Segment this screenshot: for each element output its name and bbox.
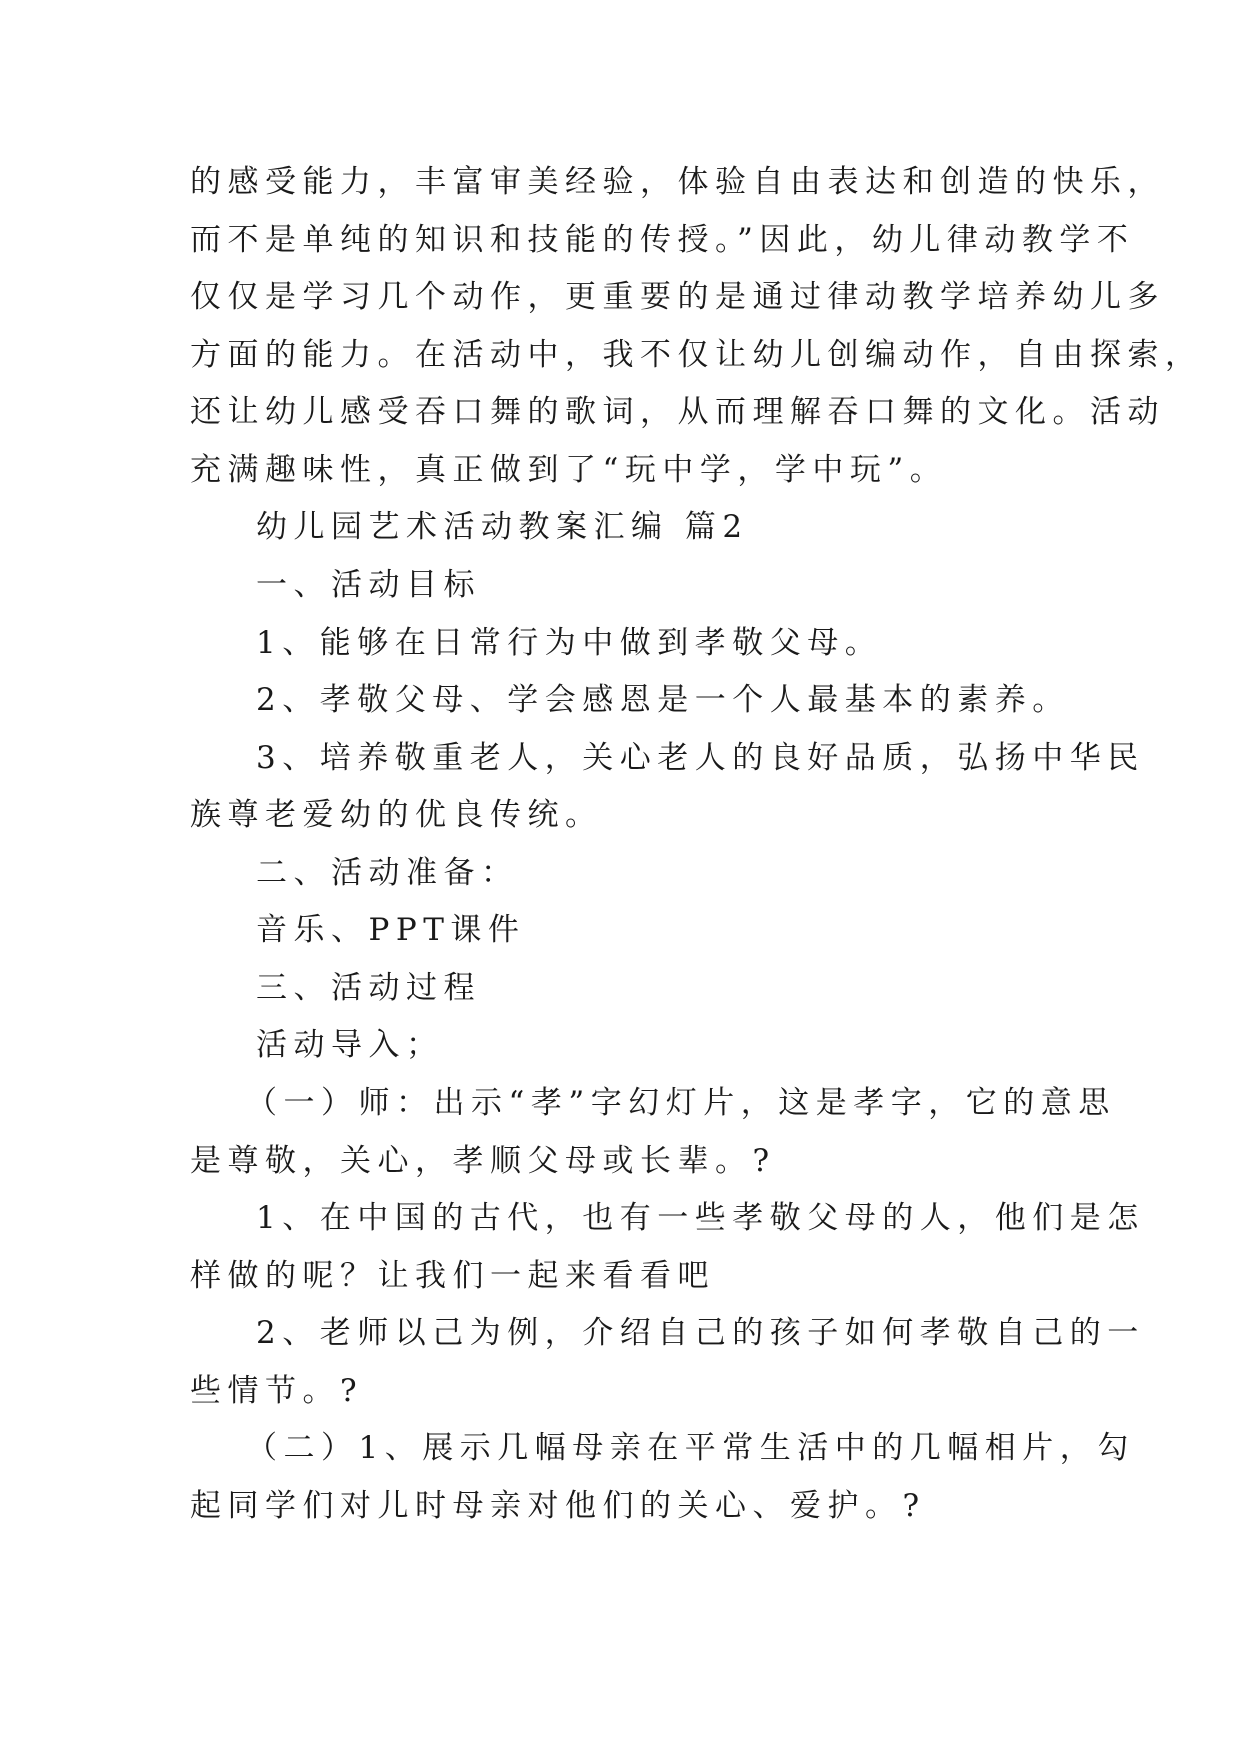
paragraph-line: 的感受能力，丰富审美经验，体验自由表达和创造的快乐， xyxy=(190,164,1165,200)
paragraph-line: 而不是单纯的知识和技能的传授。”因此，幼儿律动教学不 xyxy=(190,222,1135,258)
paragraph-line: 方面的能力。在活动中，我不仅让幼儿创编动作，自由探索， xyxy=(190,337,1203,373)
list-item: 3、培养敬重老人，关心老人的良好品质，弘扬中华民 xyxy=(256,740,1145,776)
paragraph-line: 是尊敬，关心，孝顺父母或长辈。? xyxy=(190,1143,776,1179)
paragraph-line: 活动导入； xyxy=(256,1027,444,1063)
list-item: 2、老师以己为例，介绍自己的孩子如何孝敬自己的一 xyxy=(256,1315,1145,1351)
paragraph-line: 还让幼儿感受吞口舞的歌词，从而理解吞口舞的文化。活动 xyxy=(190,394,1165,430)
paragraph-line: （一）师：出示“孝”字幻灯片，这是孝字，它的意思 xyxy=(246,1085,1116,1121)
section-heading: 三、活动过程 xyxy=(256,970,481,1006)
section-heading: 二、活动准备： xyxy=(256,855,519,891)
paragraph-line: 些情节。? xyxy=(190,1373,364,1409)
paragraph-line: 起同学们对儿时母亲对他们的关心、爱护。? xyxy=(190,1488,926,1524)
paragraph-line: 仅仅是学习几个动作，更重要的是通过律动教学培养幼儿多 xyxy=(190,279,1165,315)
paragraph-line: （二）1、展示几幅母亲在平常生活中的几幅相片，勾 xyxy=(246,1430,1135,1466)
list-item: 1、能够在日常行为中做到孝敬父母。 xyxy=(256,625,883,661)
paragraph-line: 样做的呢？让我们一起来看看吧 xyxy=(190,1258,715,1294)
section-heading: 幼儿园艺术活动教案汇编 篇2 xyxy=(256,509,749,545)
list-item: 1、在中国的古代，也有一些孝敬父母的人，他们是怎 xyxy=(256,1200,1145,1236)
section-heading: 一、活动目标 xyxy=(256,567,481,603)
list-item: 2、孝敬父母、学会感恩是一个人最基本的素养。 xyxy=(256,682,1070,718)
paragraph-line: 音乐、PPT课件 xyxy=(256,912,526,948)
paragraph-line: 充满趣味性，真正做到了“玩中学，学中玩”。 xyxy=(190,452,948,488)
paragraph-line: 族尊老爱幼的优良传统。 xyxy=(190,797,603,833)
